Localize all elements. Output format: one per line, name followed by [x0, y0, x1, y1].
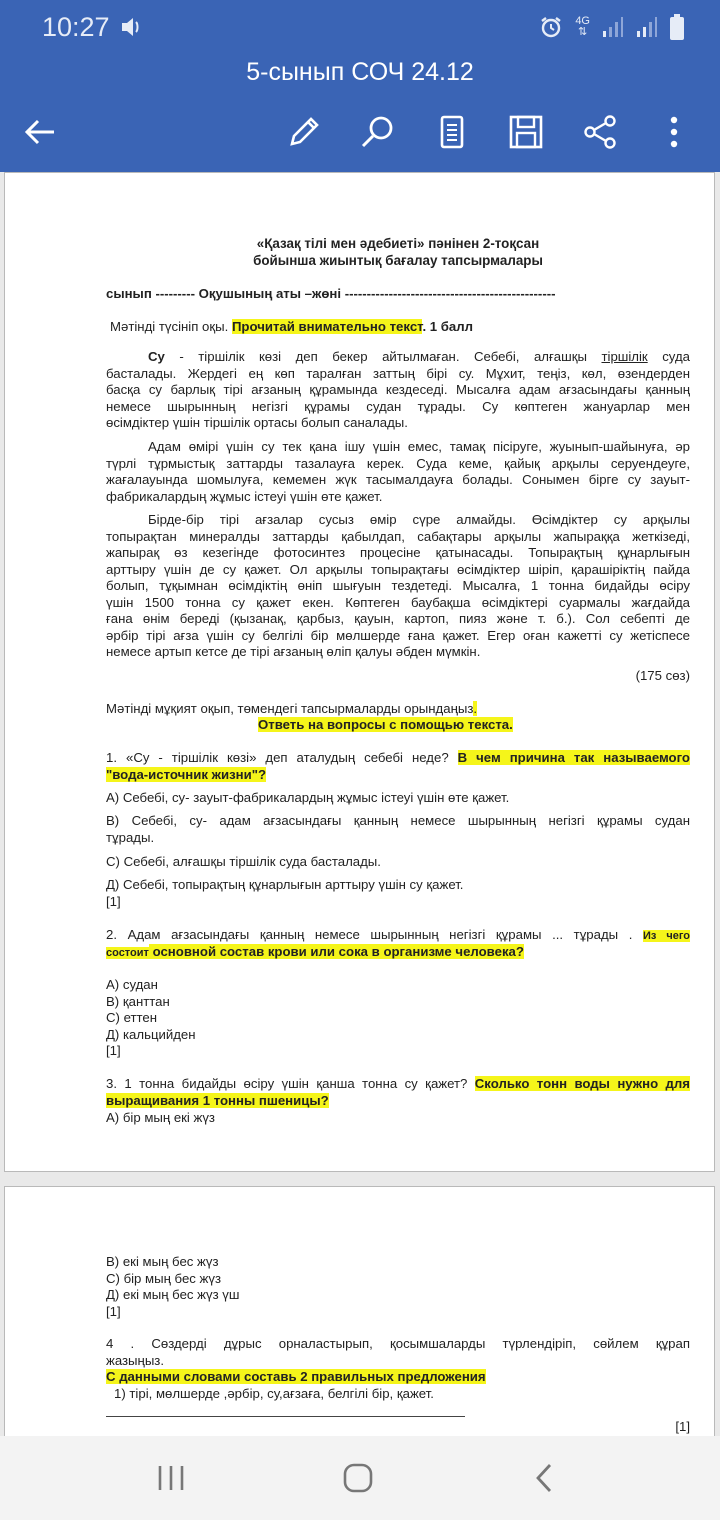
question-1: 1. «Су - тіршілік көзі» деп аталудың себебі неде? В чем причина так называемого: [106, 750, 690, 765]
edit-pencil-icon[interactable]: [284, 112, 324, 152]
more-options-icon[interactable]: [654, 112, 694, 152]
paragraph-3-line: ғана өнім береді (қызанақ, қарбыз, қауын, картоп, пияз және т. б.). Сол себепті де: [106, 611, 690, 626]
paragraph-1-line: немесе шырынның негізгі құрамы судан тұрады. Су көптеген жануарлар мен: [106, 398, 690, 414]
paragraph-3-line: Бірде-бір тірі ағзалар сусыз өмір сүре алмайды. Өсімдіктер су арқылы: [148, 512, 690, 527]
status-icons: [539, 14, 684, 40]
question-3-ru: выращивания 1 тонны пшеницы?: [106, 1093, 329, 1108]
question-2-ru: состоит основной состав крови или сока в организме человека?: [106, 944, 524, 959]
paragraph-2-line: жағалауында шомылуға, кемемен жүк тасымалдауға болады. Сонымен бірге су зауыт-: [106, 472, 690, 487]
q1-option-b-cont: тұрады.: [106, 829, 155, 845]
paragraph-1-line: басталады. Жердегі ең көп таралған заттың бірі су. Мұхит, теңіз, көл, өзендерден: [106, 365, 690, 381]
class-name-line: сынып --------- Оқушының аты –жөні ------------------------------------------------: [106, 286, 556, 301]
paragraph-1-line: өсімдіктер үшін тіршілік ортасы болып саналады.: [106, 415, 408, 430]
q3-option-c: С) бір мың бес жүз: [106, 1270, 222, 1286]
home-icon[interactable]: [338, 1458, 378, 1498]
question-3: 3. 1 тонна бидайды өсіру үшін қанша тонна су қажет? Сколько тонн воды нужно для: [106, 1076, 690, 1091]
reading-instruction: Мәтінді түсініп оқы. Прочитай внимательно текст. 1 балл: [110, 319, 474, 334]
question-2: 2. Адам ағзасындағы қанның немесе шырынның негізгі құрамы ... тұрады . Из чего: [106, 927, 690, 942]
system-navigation-bar: [0, 1436, 720, 1520]
paragraph-2-line: түрлі тұрмыстық заттарды тазалауға керек. Суда кеме, қайық арқылы серуендеуге,: [106, 455, 690, 471]
doc-heading-line-2: бойынша жиынтық бағалау тапсырмалары: [253, 253, 543, 268]
question-4-ru: С данными словами составь 2 правильных предложения: [106, 1369, 486, 1384]
paragraph-3-line: болып, тұқымнан өсімдіктің өніп шығуын тездетеді. Мысалға, 1 тонна бидайды өсіру: [106, 578, 690, 593]
answer-line: [106, 1416, 465, 1417]
q2-option-c: С) еттен: [106, 1010, 158, 1025]
paragraph-2-line: Адам өмірі үшін су тек қана ішу үшін емес, тамақ пісіруге, жуынып-шайынуға, әр: [148, 439, 690, 454]
paragraph-3-line: әрбір тірі ағза үшін су белгілі бір мөлшерде ғана қажет. Егер оған кажетті су жетіспесе: [106, 627, 690, 643]
volume-icon: [120, 16, 144, 38]
document-title: 5-сынып СОЧ 24.12: [246, 58, 474, 86]
network-type: 4G ⇅: [575, 15, 590, 38]
q1-score: [1]: [106, 894, 121, 909]
q3-score: [1]: [106, 1303, 121, 1319]
q3-option-a: А) бір мың екі жүз: [106, 1109, 215, 1125]
app-bar: [0, 0, 720, 172]
save-icon[interactable]: [506, 112, 546, 152]
signal-icon: [602, 16, 624, 38]
reading-mode-icon[interactable]: [432, 112, 472, 152]
doc-heading-line-1: «Қазақ тілі мен әдебиеті» пәнінен 2-тоқсан: [256, 236, 540, 251]
word-count: (175 сөз): [635, 668, 690, 683]
q3-option-d: Д) екі мың бес жүз үш: [106, 1287, 240, 1302]
search-icon[interactable]: [358, 112, 398, 152]
q1-option-b: В) Себебі, су- адам ағзасындағы қанның немесе шырынның негізгі құрамы судан: [106, 813, 690, 828]
paragraph-1-line: басқа су барлық тірі ағзаның құрамында кездеседі. Мысалға адам ағзасындағы қанның: [106, 382, 690, 397]
q2-score: [1]: [106, 1043, 121, 1058]
signal-2-icon: [636, 16, 658, 38]
q2-option-a: А) судан: [106, 977, 158, 992]
task-instruction-ru: Ответь на вопросы с помощью текста.: [258, 717, 513, 732]
share-icon[interactable]: [580, 112, 620, 152]
alarm-icon: [539, 15, 563, 39]
q1-option-a: А) Себебі, су- зауыт-фабрикалардың жұмыс істеуі үшін өте қажет.: [106, 790, 510, 805]
paragraph-3-line: арттыру үшін де су қажет. Ол арқылы топырақтағы өсімдіктер шіріп, қарашіріктің пайда: [106, 561, 690, 577]
q2-option-b: В) қанттан: [106, 993, 170, 1009]
q3-option-b: В) екі мың бес жүз: [106, 1254, 219, 1269]
question-4-cont: жазыңыз.: [106, 1352, 165, 1368]
paragraph-3-line: үшін 1500 тонна су қажет екен. Көптеген баубақша өсімдіктері суармалы жағдайда: [106, 594, 690, 610]
back-arrow-icon[interactable]: [20, 112, 60, 152]
paragraph-3-line: жапырақ өз кезегінде фотосинтез процесіне қатынасады. Топырақтың құнарлығын: [106, 545, 690, 560]
paragraph-3-line: топырақтан минералды заттарды қабылдап, сабақтары арқылы жапыраққа жеткізеді,: [106, 528, 690, 544]
question-4: 4 . Сөздерді дұрыс орналастырып, қосымшаларды түрлендіріп, сөйлем құрап: [106, 1336, 690, 1351]
paragraph-3-line: немесе артып кетсе де тірі ағзаның өліп қалуы әбден мүмкін.: [106, 644, 481, 659]
q1-option-c: С) Себебі, алғашқы тіршілік суда басталады.: [106, 854, 381, 869]
battery-icon: [670, 14, 684, 40]
paragraph-1-line-1: Су - тіршілік көзі деп бекер айтылмаған. Себебі, алғашқы тіршілік суда: [148, 349, 690, 364]
q4-item-1: 1) тірі, мөлшерде ,әрбір, су,ағзаға, белгілі бір, қажет.: [114, 1386, 434, 1401]
status-time: 10:27: [42, 12, 110, 42]
paragraph-2-line: фабрикалардың жұмыс істеуі үшін өте қажет.: [106, 488, 383, 504]
recent-apps-icon[interactable]: [151, 1458, 191, 1498]
q1-option-d: Д) Себебі, топырақтың құнарлығын арттыру үшін су қажет.: [106, 877, 464, 892]
question-1-ru: "вода-источник жизни"?: [106, 767, 267, 782]
q2-option-d: Д) кальцийден: [106, 1026, 196, 1042]
q4-score: [1]: [675, 1419, 690, 1434]
task-instruction-kz: Мәтінді мұқият оқып, төмендегі тапсырмаларды орындаңыз.: [106, 701, 478, 716]
back-nav-icon[interactable]: [525, 1458, 565, 1498]
